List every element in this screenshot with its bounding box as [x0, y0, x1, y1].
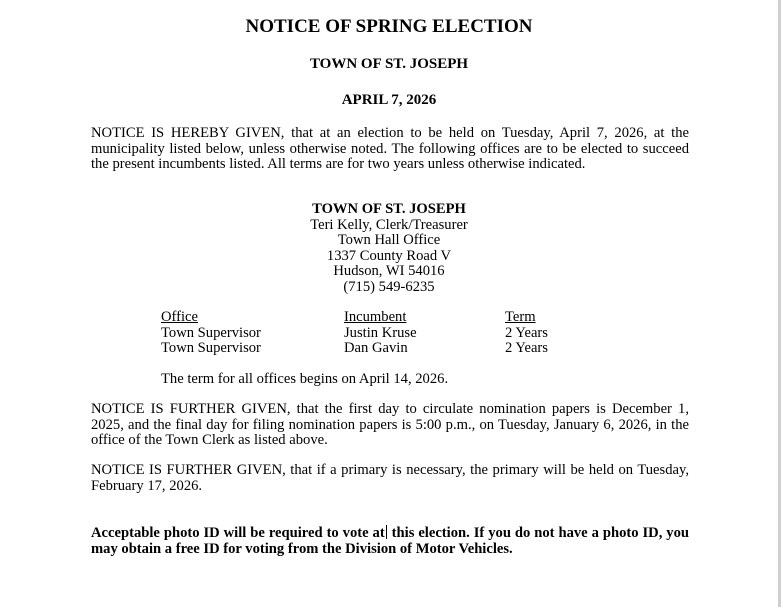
row-office: Town Supervisor: [161, 324, 261, 341]
photo-id-text-end: this election. If you do not have a photo ID, you may obtain a free ID for voting from the Division of Motor Vehicles.: [91, 525, 690, 557]
row-term: 2 Years: [505, 324, 548, 341]
text-cursor: [386, 525, 387, 539]
photo-id-paragraph[interactable]: [91, 525, 689, 557]
row-office: Town Supervisor: [161, 340, 261, 356]
clerk-address-block: [0, 202, 778, 295]
primary-paragraph[interactable]: NOTICE IS FURTHER GIVEN, that if a primary is necessary, the primary will be held on Tuesday, February 17, 2026.: [91, 462, 689, 494]
address-town-name: TOWN OF ST. JOSEPH: [312, 201, 466, 217]
header-incumbent: Incumbent: [344, 309, 407, 325]
town-heading: TOWN OF ST. JOSEPH: [309, 56, 469, 72]
address-office: Town Hall Office: [337, 232, 441, 248]
row-incumbent: Justin Kruse: [344, 324, 417, 341]
notice-title: NOTICE OF SPRING ELECTION: [245, 16, 533, 37]
address-street: 1337 County Road V: [326, 247, 452, 264]
intro-paragraph[interactable]: NOTICE IS HEREBY GIVEN, that at an election to be held on Tuesday, April 7, 2026, at the municipality listed below, unless otherwise noted. The following offices are to be elected to succeed the present incumbents listed. All terms are for two years unless otherwise indicated.: [91, 125, 689, 172]
address-clerk: Teri Kelly, Clerk/Treasurer: [310, 216, 468, 233]
header-term: Term: [505, 309, 536, 325]
election-date-heading: APRIL 7, 2026: [341, 92, 437, 108]
address-city: Hudson, WI 54016: [333, 263, 445, 279]
nomination-paragraph[interactable]: NOTICE IS FURTHER GIVEN, that the first day to circulate nomination papers is December 1, 2025, and the final day for filing nomination papers is 5:00 p.m., on Tuesday, January 6, 2026, in the office of the Town Clerk as listed above.: [91, 401, 689, 448]
header-office: Office: [161, 309, 199, 325]
row-incumbent: Dan Gavin: [344, 340, 408, 356]
photo-id-text-start: Acceptable photo ID will be required to vote at: [91, 525, 385, 541]
term-start-note: The term for all offices begins on April 14, 2026.: [161, 371, 449, 387]
row-term: 2 Years: [505, 340, 548, 356]
address-phone: (715) 549-6235: [343, 278, 435, 295]
